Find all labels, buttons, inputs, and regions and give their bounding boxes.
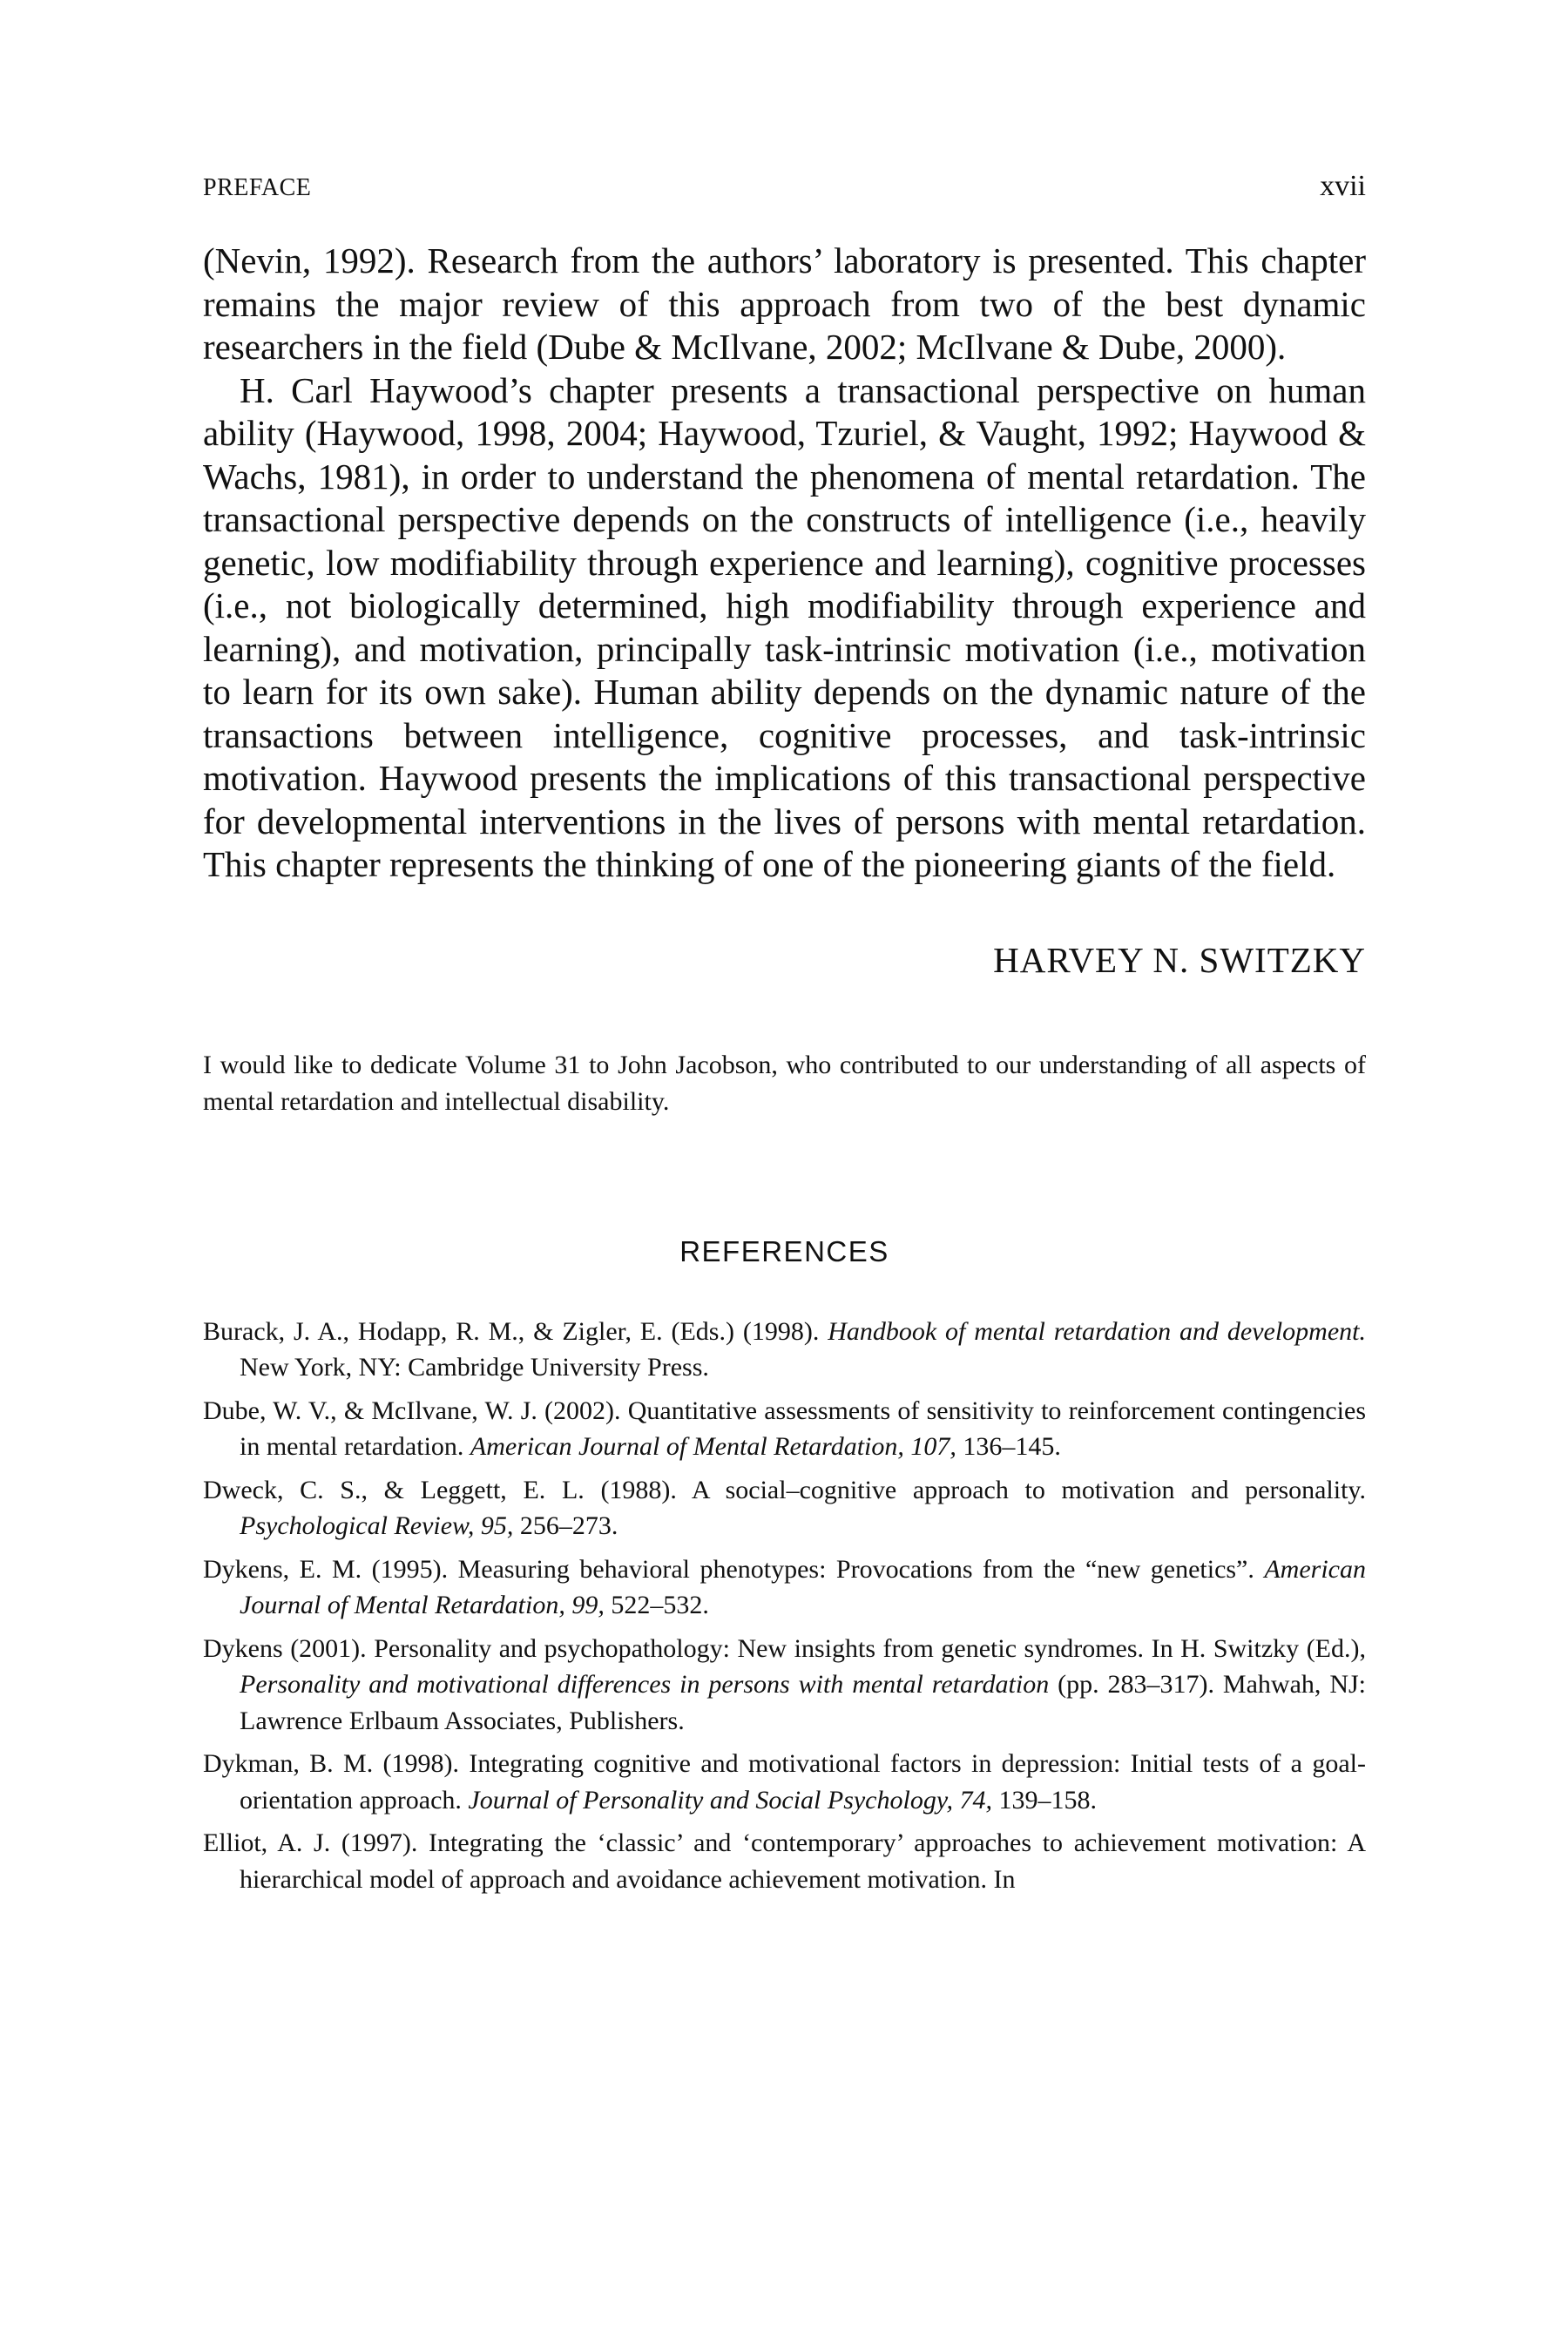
references-heading: REFERENCES — [679, 1234, 889, 1267]
section-title: PREFACE — [203, 174, 312, 201]
reference-dweck: Dweck, C. S., & Leggett, E. L. (1988). A social–cognitive approach to motivation and personality. Psychological Review, 95, 256–273. — [203, 1475, 1366, 1540]
paragraph-nevin-continuation: (Nevin, 1992). Research from the authors’ laboratory is presented. This chapter remains the major review of this approach from two of the best dynamic researchers in the field (Dube & McIlvane, 2002; McIlvane & Dube, 2000). — [203, 240, 1366, 367]
author-signature: HARVEY N. SWITZKY — [993, 939, 1366, 980]
reference-dykman: Dykman, B. M. (1998). Integrating cognitive and motivational factors in depression: Initial tests of a goal-orientation approach. Journal of Personality and Social Psychology, 74, 139–158. — [203, 1749, 1366, 1815]
reference-dykens-2001: Dykens (2001). Personality and psychopathology: New insights from genetic syndromes. In H. Switzky (Ed.), Personality and motivational differences in persons with mental retardation (pp. 283–317). Mahwah, NJ: Lawrence Erlbaum Associates, Publishers. — [203, 1633, 1366, 1735]
reference-burack: Burack, J. A., Hodapp, R. M., & Zigler, E. (Eds.) (1998). Handbook of mental retardation and development. New York, NY: Cambridge University Press. — [203, 1316, 1366, 1382]
dedication: I would like to dedicate Volume 31 to John Jacobson, who contributed to our understanding of all aspects of mental retardation and intellectual disability. — [203, 1050, 1366, 1116]
reference-elliot: Elliot, A. J. (1997). Integrating the ‘classic’ and ‘contemporary’ approaches to achievement motivation: A hierarchical model of approach and avoidance achievement motivation. In — [203, 1828, 1366, 1894]
reference-dykens-1995: Dykens, E. M. (1995). Measuring behavioral phenotypes: Provocations from the “new genetics”. American Journal of Mental Retardation, 99, 522–532. — [203, 1554, 1366, 1619]
running-head — [203, 170, 1366, 208]
references-list — [203, 1314, 1366, 1898]
book-page — [203, 170, 1366, 1904]
paragraph-haywood: H. Carl Haywood’s chapter presents a transactional perspective on human ability (Haywood, 1998, 2004; Haywood, Tzuriel, & Vaught, 1992; Haywood & Wachs, 1981), in order to understand the phenomena of mental retardation. The transactional perspective depends on the constructs of intelligence (i.e., heavily genetic, low modifiability through experience and learning), cognitive processes (i.e., not biologically determined, high modifiability through experience and learning), and motivation, principally task-intrinsic motivation (i.e., motivation to learn for its own sake). Human ability depends on the dynamic nature of the transactions between intelligence, cognitive processes, and task-intrinsic motivation. Haywood presents the implications of this transactional perspective for developmental interventions in the lives of persons with mental retardation. This chapter represents the thinking of one of the pioneering giants of the field. — [203, 369, 1366, 884]
body-text — [203, 240, 1366, 887]
page-number: xvii — [1320, 170, 1366, 202]
reference-dube: Dube, W. V., & McIlvane, W. J. (2002). Quantitative assessments of sensitivity to reinforcement contingencies in mental retardation. American Journal of Mental Retardation, 107, 136–145. — [203, 1396, 1366, 1461]
